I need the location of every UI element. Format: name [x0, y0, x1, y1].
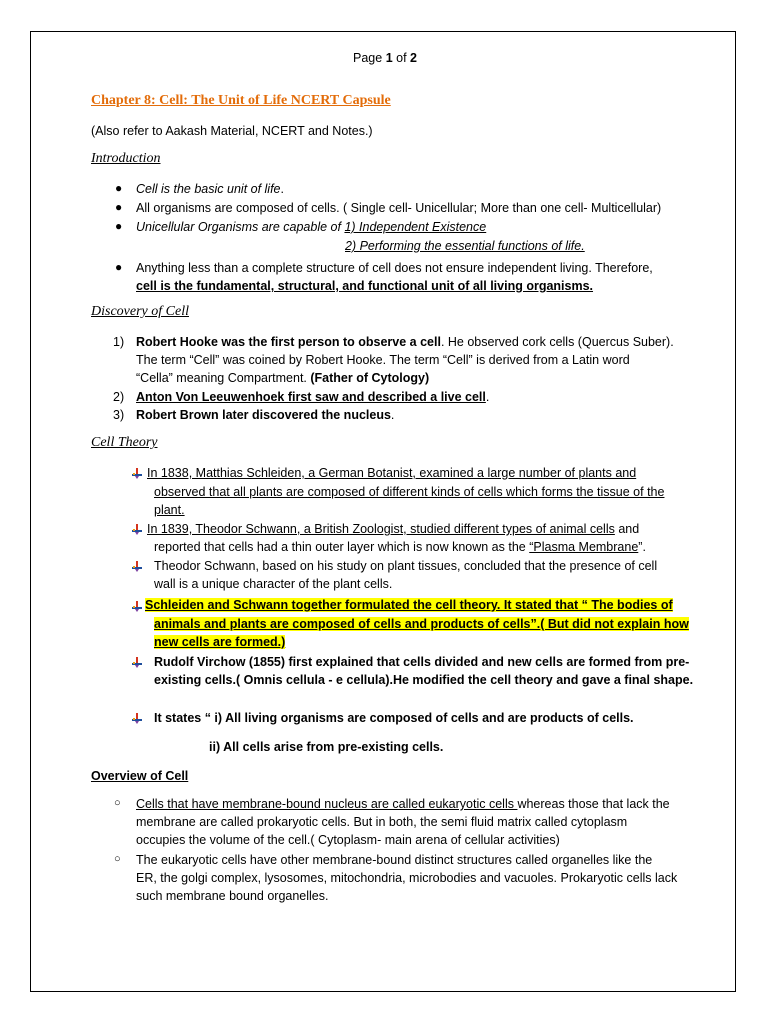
cell-theory-point-1-line3: plant.	[154, 503, 185, 517]
chapter-title: Chapter 8: Cell: The Unit of Life NCERT Capsule	[91, 93, 391, 108]
section-heading-discovery: Discovery of Cell	[91, 304, 189, 319]
intro-bullet-3: Unicellular Organisms are capable of 1) Independent Existence	[136, 220, 487, 234]
list-number: 2)	[113, 390, 125, 404]
hollow-bullet-icon: ○	[114, 853, 121, 865]
discovery-item-2: Anton Von Leeuwenhoek first saw and described a live cell.	[136, 390, 490, 404]
cell-theory-point-3-line2: wall is a unique character of the plant cells.	[154, 577, 393, 591]
cell-theory-point-6: It states “ i) All living organisms are composed of cells and are products of cells.	[154, 711, 634, 725]
cell-theory-point-4: Schleiden and Schwann together formulated the cell theory. It stated that “ The bodies of	[145, 598, 673, 612]
overview-item-1-line3: occupies the volume of the cell.( Cytoplasm- main arena of cellular activities)	[136, 833, 560, 847]
intro-bullet-4: Anything less than a complete structure of cell does not ensure independent living. Therefore,	[136, 261, 653, 275]
cell-theory-point-5-line2: existing cells.( Omnis cellula - e cellula).He modified the cell theory and gave a final shape.	[154, 673, 694, 687]
pin-icon	[132, 657, 142, 668]
pin-icon	[132, 561, 142, 572]
intro-bullet-1: Cell is the basic unit of life.	[136, 182, 284, 196]
cell-theory-point-1-line2: observed that all plants are composed of different kinds of cells which forms the tissue of the	[154, 485, 665, 499]
list-number: 3)	[113, 408, 125, 422]
cell-theory-point-4-line2: animals and plants are composed of cells and products of cells”.( But did not explain how	[154, 617, 689, 631]
section-heading-introduction: Introduction	[91, 151, 161, 166]
document-page	[30, 31, 736, 992]
intro-bullet-4-line2: cell is the fundamental, structural, and functional unit of all living organisms.	[136, 279, 594, 293]
cell-theory-point-1: In 1838, Matthias Schleiden, a German Botanist, examined a large number of plants and	[147, 466, 637, 480]
hollow-bullet-icon: ○	[114, 797, 121, 809]
overview-item-2-line3: such membrane bound organelles.	[136, 889, 329, 903]
intro-bullet-2: All organisms are composed of cells. ( Single cell- Unicellular; More than one cell- Multicellular)	[136, 201, 662, 215]
section-heading-overview: Overview of Cell	[91, 769, 189, 783]
section-heading-cell-theory: Cell Theory	[91, 435, 158, 450]
bullet-icon: ●	[115, 260, 123, 274]
discovery-item-1-line2: The term “Cell” was coined by Robert Hooke. The term “Cell” is derived from a Latin word	[136, 353, 630, 367]
refer-note: (Also refer to Aakash Material, NCERT and Notes.)	[91, 124, 373, 138]
pin-icon	[132, 468, 142, 479]
discovery-item-1: Robert Hooke was the first person to observe a cell. He observed cork cells (Quercus Suber).	[136, 335, 674, 349]
page-number-header: Page 1 of 2	[353, 51, 417, 65]
overview-item-1: Cells that have membrane-bound nucleus are called eukaryotic cells whereas those that lack the	[136, 797, 670, 811]
pin-icon	[132, 713, 142, 724]
cell-theory-point-3: Theodor Schwann, based on his study on plant tissues, concluded that the presence of cell	[154, 559, 658, 573]
bullet-icon: ●	[115, 200, 123, 214]
cell-theory-point-6-line2: ii) All cells arise from pre-existing cells.	[209, 740, 444, 754]
cell-theory-point-5: Rudolf Virchow (1855) first explained that cells divided and new cells are formed from pre-	[154, 655, 690, 669]
list-number: 1)	[113, 335, 125, 349]
pin-icon	[132, 524, 142, 535]
overview-item-1-line2: membrane are called prokaryotic cells. But in both, the semi fluid matrix called cytoplasm	[136, 815, 628, 829]
cell-theory-point-4-line3: new cells are formed.)	[154, 635, 286, 649]
overview-item-2-line2: ER, the golgi complex, lysosomes, mitochondria, microbodies and vacuoles. Prokaryotic cells lack	[136, 871, 678, 885]
bullet-icon: ●	[115, 219, 123, 233]
bullet-icon: ●	[115, 181, 123, 195]
cell-theory-point-2: In 1839, Theodor Schwann, a British Zoologist, studied different types of animal cells and	[147, 522, 640, 536]
discovery-item-1-line3: “Cella” meaning Compartment. (Father of Cytology)	[136, 371, 430, 385]
discovery-item-3: Robert Brown later discovered the nucleus.	[136, 408, 395, 422]
intro-bullet-3-line2: 2) Performing the essential functions of life.	[345, 239, 585, 253]
cell-theory-point-2-line2: reported that cells had a thin outer layer which is now known as the “Plasma Membrane”.	[154, 540, 646, 554]
pin-icon	[132, 601, 142, 612]
overview-item-2: The eukaryotic cells have other membrane-bound distinct structures called organelles like the	[136, 853, 653, 867]
